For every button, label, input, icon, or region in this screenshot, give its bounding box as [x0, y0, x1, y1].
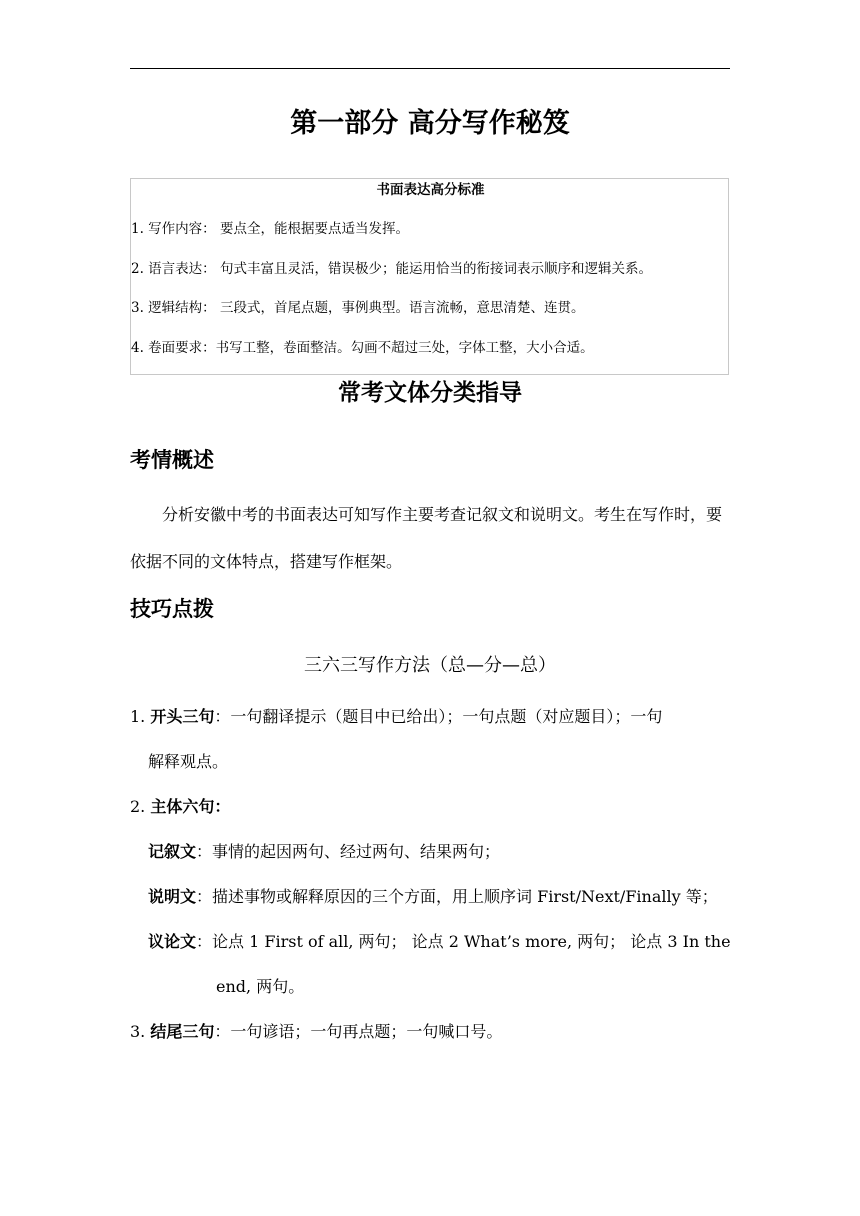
- opening-continuation: 解释观点。: [148, 752, 229, 771]
- expository-label: 说明文: [148, 887, 197, 906]
- narrative-label: 记叙文: [148, 842, 197, 861]
- opening-text: ：一句翻译提示（题目中已给出）；一句点题（对应题目）；一句: [214, 707, 663, 726]
- ending-text: ：一句谚语；一句再点题；一句喊口号。: [214, 1022, 503, 1041]
- overview-paragraph: 分析安徽中考的书面表达可知写作主要考查记叙文和说明文。考生在写作时，要依据不同的文体特点，搭建写作框架。: [130, 505, 723, 571]
- tips-heading: 技巧点拨: [130, 597, 214, 621]
- narrative-line: [148, 840, 500, 864]
- expository-text: ：描述事物或解释原因的三个方面，用上顺序词 First/Next/Finally 等；: [196, 887, 718, 906]
- part-title: 第一部分 高分写作秘笈: [290, 108, 570, 139]
- argument-continuation: end, 两句。: [216, 977, 305, 996]
- opening-line: [130, 705, 662, 729]
- body-number: 2.: [130, 797, 151, 816]
- argument-label: 议论文: [148, 932, 197, 951]
- standard-item-3: 3. 逻辑结构： 三段式，首尾点题，事例典型。语言流畅，意思清楚、连贯。: [131, 300, 585, 316]
- expository-line: [148, 885, 718, 909]
- argument-line: [148, 930, 731, 954]
- body-colon: ：: [214, 797, 231, 816]
- body-label: 主体六句: [150, 797, 215, 816]
- header-rule: [130, 68, 730, 69]
- standard-item-4: 4. 卷面要求：书写工整，卷面整洁。勾画不超过三处，字体工整，大小合适。: [131, 340, 594, 356]
- opening-label: 开头三句: [150, 707, 215, 726]
- ending-line: [130, 1020, 502, 1044]
- method-title: 三六三写作方法（总—分—总）: [304, 655, 556, 676]
- standards-box: [130, 178, 729, 375]
- narrative-text: ：事情的起因两句、经过两句、结果两句；: [196, 842, 501, 861]
- standards-title: 书面表达高分标准: [376, 182, 485, 198]
- genre-guide-title: 常考文体分类指导: [338, 380, 522, 406]
- standard-item-2: 2. 语言表达： 句式丰富且灵活，错误极少；能运用恰当的衔接词表示顺序和逻辑关系。: [131, 261, 652, 277]
- argument-text: ：论点 1 First of all, 两句； 论点 2 What’s more, 两句； 论点 3 In the: [196, 932, 731, 951]
- standard-item-1: 1. 写作内容： 要点全，能根据要点适当发挥。: [131, 221, 409, 237]
- ending-label: 结尾三句: [150, 1022, 215, 1041]
- ending-number: 3.: [130, 1022, 151, 1041]
- opening-number: 1.: [130, 707, 151, 726]
- body-line: [130, 795, 230, 819]
- overview-heading: 考情概述: [130, 448, 214, 472]
